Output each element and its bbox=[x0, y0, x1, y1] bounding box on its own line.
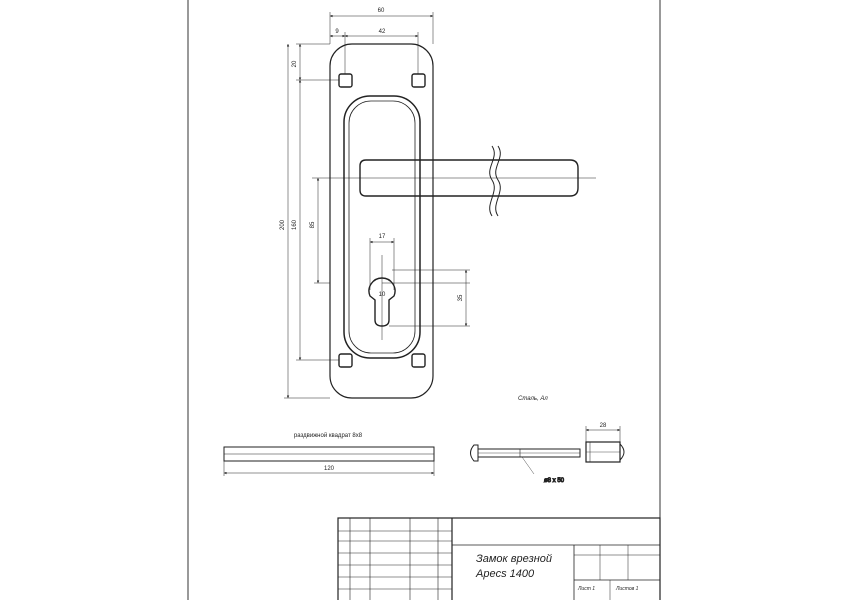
sheet-frame bbox=[188, 0, 660, 600]
dim-cylinder-height: 35 bbox=[458, 294, 464, 302]
dim-cylinder-center: 10 bbox=[378, 292, 386, 298]
dim-hole-pitch: 160 bbox=[292, 219, 298, 231]
break-line-2 bbox=[496, 146, 501, 216]
title-line-1: Замок врезной bbox=[476, 553, 553, 565]
spindle-caption: раздвижной квадрат 8х8 bbox=[293, 433, 363, 439]
dimension-labels bbox=[280, 8, 464, 301]
screw-hole-top-right bbox=[412, 74, 425, 87]
screw-hole-bottom-left bbox=[339, 354, 352, 367]
title-line-2: Apecs 1400 bbox=[476, 568, 535, 580]
dim-hole-offset: 9 bbox=[335, 29, 339, 35]
sheet-number: Лист 1 bbox=[578, 586, 596, 592]
break-line bbox=[490, 146, 495, 216]
dim-spindle-length: 120 bbox=[323, 466, 335, 472]
plate-outline bbox=[330, 44, 433, 398]
screw-hole-top-left bbox=[339, 74, 352, 87]
dimensions bbox=[284, 12, 470, 398]
dim-plate-height: 200 bbox=[280, 219, 286, 231]
dim-hole-spacing: 42 bbox=[378, 29, 386, 35]
dim-screw-length: 28 bbox=[599, 423, 607, 429]
dim-cylinder-width: 17 bbox=[378, 234, 386, 240]
screw-set bbox=[471, 426, 625, 484]
dim-top-offset: 20 bbox=[292, 60, 298, 68]
screw-hole-bottom-right bbox=[412, 354, 425, 367]
dim-handle-to-cylinder: 85 bbox=[310, 221, 316, 229]
handle-plate bbox=[312, 44, 596, 398]
screw-long-head bbox=[471, 445, 479, 461]
finish-caption: Сталь, Ал bbox=[518, 396, 548, 402]
dim-plate-width: 60 bbox=[377, 8, 385, 14]
spindle bbox=[224, 432, 434, 476]
dim-screw-diameter: ø8 x 50 bbox=[544, 478, 565, 484]
sheet-count: Листов 1 bbox=[616, 586, 639, 592]
